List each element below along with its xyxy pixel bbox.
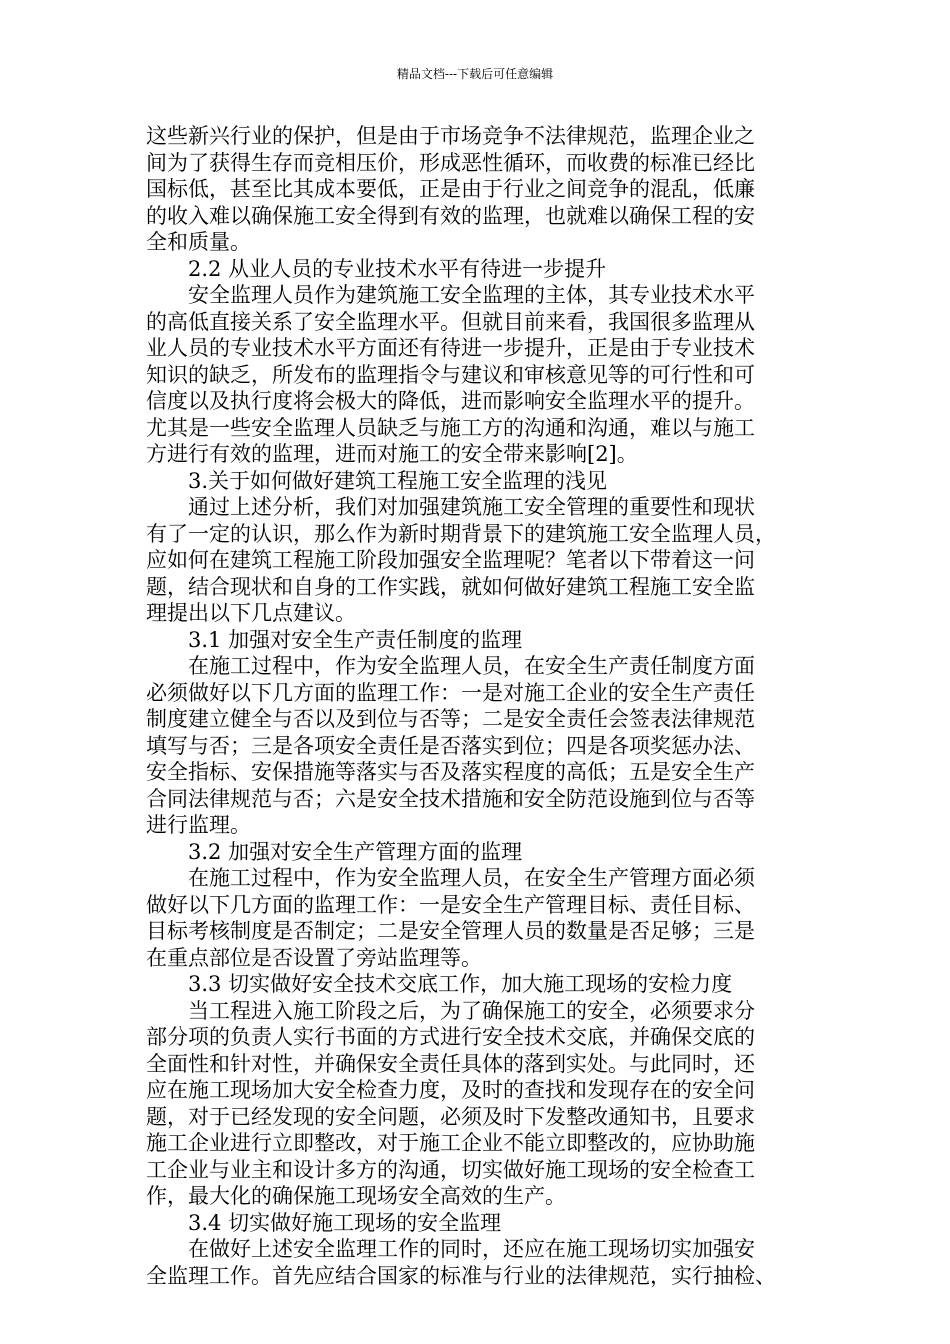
text-line: 做好以下几方面的监理工作：一是安全生产管理目标、责任目标、 (146, 892, 755, 917)
text-line: 全监理工作。首先应结合国家的标准与行业的法律规范，实行抽检、 (146, 1263, 776, 1288)
text-line: 必须做好以下几方面的监理工作：一是对施工企业的安全生产责任 (146, 680, 755, 705)
text-line: 通过上述分析，我们对加强建筑施工安全管理的重要性和现状 (188, 495, 755, 519)
text-line: 安全监理人员作为建筑施工安全监理的主体，其专业技术水平 (188, 283, 755, 307)
text-line: 进行监理。 (146, 813, 251, 837)
text-line: 作，最大化的确保施工现场安全高效的生产。 (146, 1184, 566, 1208)
text-line: 的高低直接关系了安全监理水平。但就目前来看，我国很多监理从 (146, 309, 755, 334)
text-line: 全面性和针对性，并确保安全责任具体的落到实处。与此同时，还 (146, 1051, 755, 1076)
document-body (146, 123, 806, 1289)
text-line: 3.4 切实做好施工现场的安全监理 (188, 1210, 502, 1235)
text-line: 3.2 加强对安全生产管理方面的监理 (188, 839, 523, 864)
text-line: 填写与否；三是各项安全责任是否落实到位；四是各项奖惩办法、 (146, 733, 755, 758)
text-line: 合同法律规范与否；六是安全技术措施和安全防范设施到位与否等 (146, 786, 755, 811)
text-line: 3.关于如何做好建筑工程施工安全监理的浅见 (188, 468, 608, 493)
text-line: 业人员的专业技术水平方面还有待进一步提升，正是由于专业技术 (146, 336, 755, 360)
text-line: 信度以及执行度将会极大的降低，进而影响安全监理水平的提升。 (146, 389, 755, 413)
text-line: 在施工过程中，作为安全监理人员，在安全生产管理方面必须 (188, 866, 755, 890)
text-line: 方进行有效的监理，进而对施工的安全带来影响[2]。 (146, 442, 638, 466)
text-line: 全和质量。 (146, 230, 251, 254)
page-header: 精品文档---下载后可任意编辑 (396, 67, 554, 81)
text-line: 应在施工现场加大安全检查力度，及时的查找和发现存在的安全问 (146, 1078, 755, 1102)
text-line: 理提出以下几点建议。 (146, 601, 356, 625)
text-line: 这些新兴行业的保护，但是由于市场竞争不法律规范，监理企业之 (146, 124, 755, 148)
text-line: 题，对于已经发现的安全问题，必须及时下发整改通知书，且要求 (146, 1104, 755, 1129)
text-line: 间为了获得生存而竞相压价，形成恶性循环，而收费的标准已经比 (146, 150, 755, 175)
text-line: 目标考核制度是否制定；二是安全管理人员的数量是否足够；三是 (146, 919, 755, 943)
text-line: 制度建立健全与否以及到位与否等；二是安全责任会签表法律规范 (146, 707, 755, 731)
text-line: 在做好上述安全监理工作的同时，还应在施工现场切实加强安 (188, 1237, 755, 1261)
text-line: 知识的缺乏，所发布的监理指令与建议和审核意见等的可行性和可 (146, 362, 755, 387)
text-line: 安全指标、安保措施等落实与否及落实程度的高低；五是安全生产 (146, 760, 755, 784)
text-line: 应如何在建筑工程施工阶段加强安全监理呢？笔者以下带着这一问 (146, 548, 755, 572)
text-line: 部分项的负责人实行书面的方式进行安全技术交底，并确保交底的 (146, 1025, 755, 1049)
text-line: 国标低，甚至比其成本要低，正是由于行业之间竞争的混乱，低廉 (146, 177, 755, 201)
text-line: 3.3 切实做好安全技术交底工作，加大施工现场的安检力度 (188, 972, 733, 996)
text-line: 工企业与业主和设计多方的沟通，切实做好施工现场的安全检查工 (146, 1157, 755, 1182)
text-line: 2.2 从业人员的专业技术水平有待进一步提升 (188, 256, 607, 281)
text-line: 3.1 加强对安全生产责任制度的监理 (188, 627, 523, 652)
text-line: 尤其是一些安全监理人员缺乏与施工方的沟通和沟通，难以与施工 (146, 415, 755, 440)
text-line: 的收入难以确保施工安全得到有效的监理，也就难以确保工程的安 (146, 203, 755, 228)
text-line: 当工程进入施工阶段之后，为了确保施工的安全，必须要求分 (188, 998, 755, 1023)
text-line: 施工企业进行立即整改，对于施工企业不能立即整改的，应协助施 (146, 1131, 755, 1155)
text-line: 在重点部位是否设置了旁站监理等。 (146, 945, 482, 970)
text-line: 在施工过程中，作为安全监理人员，在安全生产责任制度方面 (188, 654, 755, 678)
text-line: 题，结合现状和自身的工作实践，就如何做好建筑工程施工安全监 (146, 574, 755, 599)
text-line: 有了一定的认识，那么作为新时期背景下的建筑施工安全监理人员， (146, 521, 776, 546)
